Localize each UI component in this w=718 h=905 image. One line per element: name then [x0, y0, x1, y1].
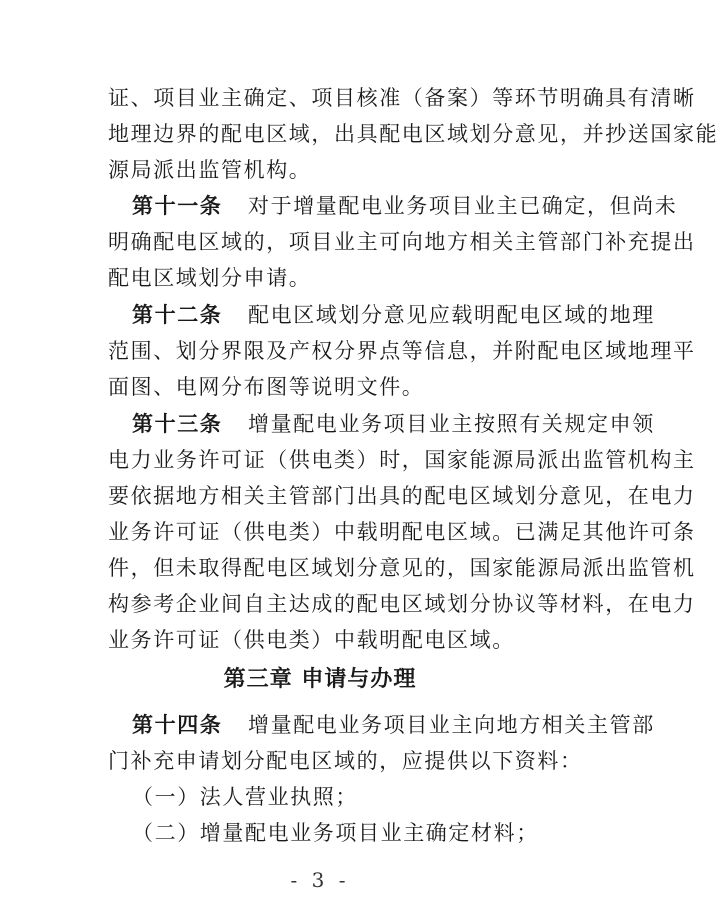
paragraph-line: 构参考企业间自主达成的配电区域划分协议等材料，在电力 — [108, 592, 696, 616]
paragraph-line: 范围、划分界限及产权分界点等信息，并附配电区域地理平 — [108, 339, 696, 363]
article-label: 第十四条 — [132, 712, 223, 737]
paragraph-line: 证、项目业主确定、项目核准（备案）等环节明确具有清晰 — [108, 86, 696, 110]
paragraph-line: 增量配电业务项目业主按照有关规定申领 — [248, 412, 655, 436]
article-label: 第十二条 — [132, 302, 223, 327]
list-item: （一）法人营业执照； — [132, 785, 358, 809]
page-number: - 3 - — [290, 868, 350, 892]
paragraph-line: 增量配电业务项目业主向地方相关主管部 — [248, 713, 655, 737]
paragraph-line: 对于增量配电业务项目业主已确定，但尚未 — [248, 194, 678, 218]
paragraph-line: 门补充申请划分配电区域的，应提供以下资料： — [108, 749, 583, 773]
chapter-heading: 第三章 申请与办理 — [223, 667, 417, 692]
article-label: 第十一条 — [132, 193, 223, 218]
paragraph-line: 明确配电区域的，项目业主可向地方相关主管部门补充提出 — [108, 230, 696, 254]
paragraph-line: 配电区域划分申请。 — [108, 266, 312, 290]
paragraph-line: 面图、电网分布图等说明文件。 — [108, 375, 425, 399]
paragraph-line: 配电区域划分意见应载明配电区域的地理 — [248, 303, 655, 327]
paragraph-line: 业务许可证（供电类）中载明配电区域。已满足其他许可条 — [108, 520, 696, 544]
article-label: 第十三条 — [132, 411, 223, 436]
paragraph-line: 业务许可证（供电类）中载明配电区域。 — [108, 628, 515, 652]
paragraph-line: 电力业务许可证（供电类）时，国家能源局派出监管机构主 — [108, 448, 696, 472]
paragraph-line: 源局派出监管机构。 — [108, 158, 312, 182]
paragraph-line: 件，但未取得配电区域划分意见的，国家能源局派出监管机 — [108, 556, 696, 580]
paragraph-line: 地理边界的配电区域，出具配电区域划分意见，并抄送国家能 — [108, 122, 718, 146]
paragraph-line: 要依据地方相关主管部门出具的配电区域划分意见，在电力 — [108, 484, 696, 508]
list-item: （二）增量配电业务项目业主确定材料； — [132, 821, 539, 845]
